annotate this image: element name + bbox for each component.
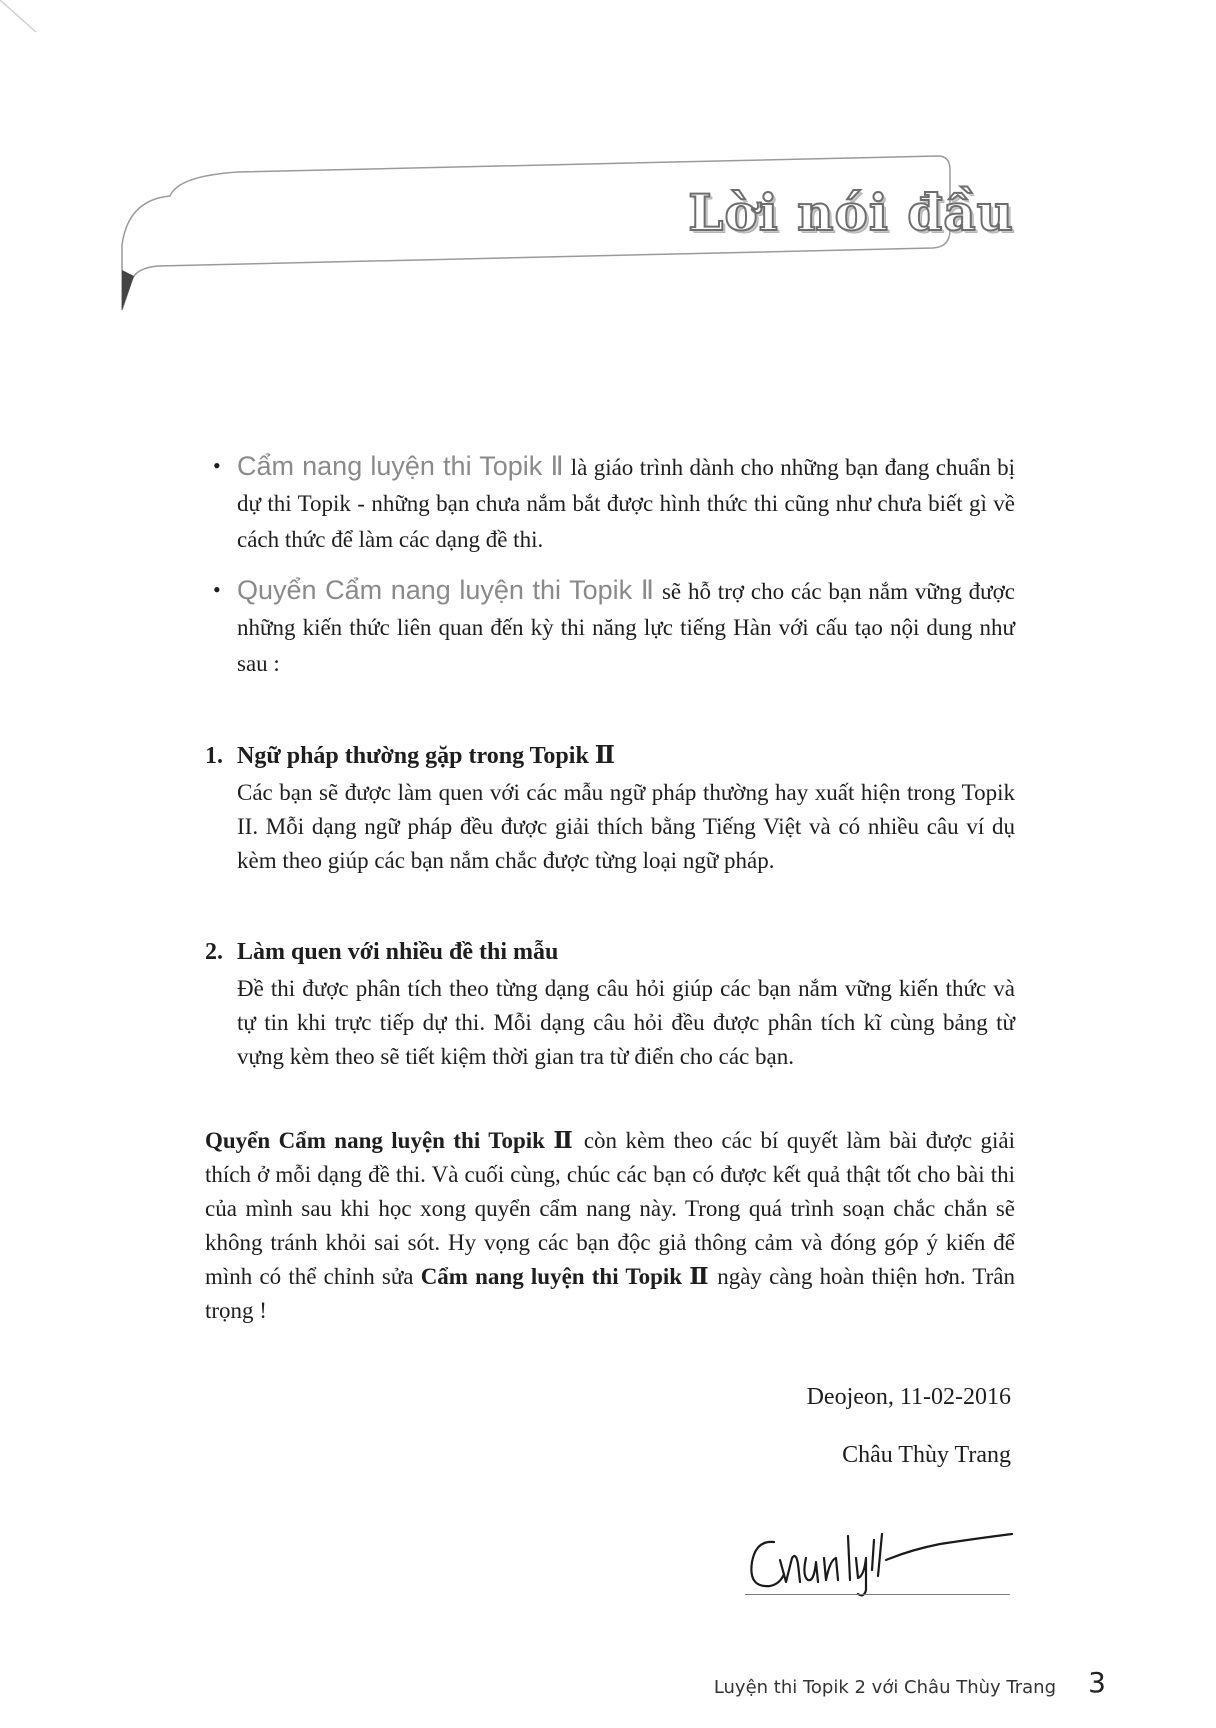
section-heading bbox=[205, 934, 1015, 970]
section-number: 2. bbox=[205, 939, 223, 965]
closing-paragraph bbox=[205, 1124, 1015, 1328]
section-title: Ngữ pháp thường gặp trong Topik Ⅱ bbox=[237, 743, 616, 769]
corner-fold-mark bbox=[0, 0, 40, 40]
section-grammar bbox=[205, 738, 1015, 878]
closing-book-title: Quyển Cẩm nang luyện thi Topik Ⅱ bbox=[205, 1128, 576, 1153]
section-body: Đề thi được phân tích theo từng dạng câu hỏi giúp các bạn nắm vững kiến thức và tự tin khi trực tiếp dự thi. Mỗi dạng câu hỏi đều được phân tích kĩ cùng bảng từ vựng kèm theo sẽ tiết kiệm thời gian tra từ điển cho các bạn. bbox=[237, 976, 1015, 1069]
preface-content bbox=[205, 448, 1015, 1328]
page-title: Lời nói đầu bbox=[688, 183, 1014, 242]
section-number: 1. bbox=[205, 743, 223, 769]
footer-book-title: Luyện thi Topik 2 với Châu Thùy Trang bbox=[713, 1677, 1056, 1698]
signature-line bbox=[745, 1594, 1010, 1595]
intro-text: là giáo trình dành cho những bạn đang chuẩn bị dự thi Topik - những bạn chưa nắm bắt được hình thức thi cũng như chưa biết gì về cách thức để làm các dạng đề thi. bbox=[237, 455, 1015, 552]
handwritten-signature bbox=[740, 1500, 1020, 1600]
section-body: Các bạn sẽ được làm quen với các mẫu ngữ pháp thường hay xuất hiện trong Topik II. Mỗi dạng ngữ pháp đều được giải thích bằng Tiếng Việt và có nhiều câu ví dụ kèm theo giúp các bạn nắm chắc được từng loại ngữ pháp. bbox=[237, 780, 1015, 873]
intro-item bbox=[205, 572, 1015, 682]
bullet-icon: • bbox=[213, 453, 221, 478]
closing-text: còn kèm theo các bí quyết làm bài được giải thích ở mỗi dạng đề thi. Và cuối cùng, chúc các bạn có được kết quả thật tốt cho bài thi của mình sau khi học xong quyển cẩm nang này. Trong quá trình soạn chắc chắn sẽ không tránh khỏi sai sót. Hy vọng các bạn độc giả thông cảm và đóng góp ý kiến để mình có thể chỉnh sửa bbox=[205, 1128, 1016, 1289]
bullet-icon: • bbox=[213, 577, 221, 602]
book-title-highlight: Cẩm nang luyện thi Topik Ⅱ bbox=[237, 451, 565, 481]
closing-text: ngày càng hoàn thiện hơn. Trân trọng ! bbox=[205, 1264, 1016, 1323]
section-heading bbox=[205, 738, 1015, 774]
title-banner bbox=[118, 150, 1058, 340]
intro-text: sẽ hỗ trợ cho các bạn nắm vững được những kiến thức liên quan đến kỳ thi năng lực tiếng Hàn với cấu tạo nội dung như sau : bbox=[237, 579, 1015, 676]
section-sample-tests bbox=[205, 934, 1015, 1074]
section-title: Làm quen với nhiều đề thi mẫu bbox=[237, 939, 559, 965]
page-number: 3 bbox=[1088, 1666, 1106, 1699]
signoff-date: Deojeon, 11-02-2016 bbox=[806, 1384, 1011, 1410]
closing-book-title: Cẩm nang luyện thi Topik Ⅱ bbox=[420, 1264, 711, 1289]
intro-item bbox=[205, 448, 1015, 558]
book-title-highlight: Quyển Cẩm nang luyện thi Topik Ⅱ bbox=[237, 575, 656, 605]
signoff-author: Châu Thùy Trang bbox=[842, 1442, 1011, 1468]
